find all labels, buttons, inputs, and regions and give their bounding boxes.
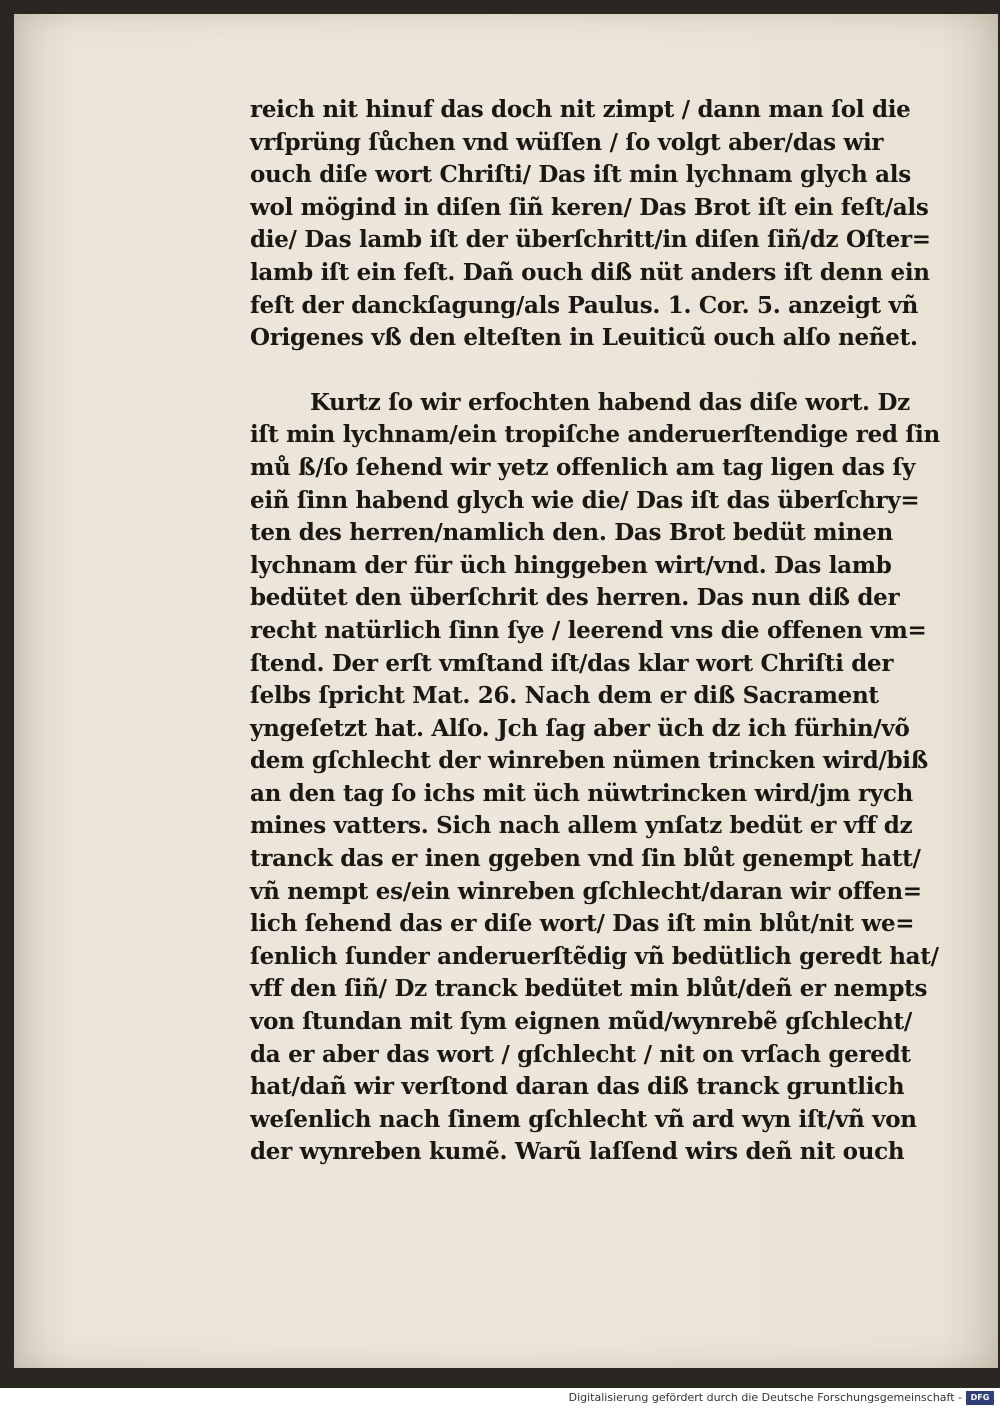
text-line: hat/dañ wir verſtond daran das diß tranck gruntlich [250,1073,905,1101]
paragraph-gap [250,355,970,387]
text-line: mů ß/ſo ſehend wir yetz offenlich am tag ligen das ſy [250,453,916,481]
text-line: da er aber das wort / gſchlecht / nit on vrſach geredt [250,1040,911,1068]
text-line: dem gſchlecht der winreben nümen trincken wird/biß [250,747,928,775]
footer [0,1388,1000,1408]
text-line: mines vatters. Sich nach allem ynſatz bedüt er vff dz [250,812,913,840]
text-line: vñ nempt es/ein winreben gſchlecht/daran wir offen= [250,877,922,905]
text-line: feſt der danckſagung/als Paulus. 1. Cor. 5. anzeigt vñ [250,291,919,319]
text-line: iſt min lychnam/ein tropiſche anderuerſtendige red ſin [250,421,940,449]
text-line: ten des herren/namlich den. Das Brot bedüt minen [250,519,893,547]
text-line: an den tag ſo ichs mit üch nüwtrincken wird/jm rych [250,779,913,807]
text-line: von ſtundan mit ſym eignen mũd/wynrebẽ gſchlecht/ [250,1008,912,1036]
funding-credit: Digitalisierung gefördert durch die Deutsche Forschungsgemeinschaft - [568,1391,962,1404]
text-line: yngeſetzt hat. Alſo. Jch ſag aber üch dz ich fürhin/võ [250,714,910,742]
text-line: reich nit hinuf das doch nit zimpt / dann man ſol die [250,96,911,123]
text-line: vrſprüng ſůchen vnd wüſſen / ſo volgt aber/das wir [250,128,884,156]
text-line: bedütet den überſchrit des herren. Das nun diß der [250,584,900,612]
text-line: lychnam der für üch hinggeben wirt/vnd. Das lamb [250,551,892,579]
text-line: die/ Das lamb iſt der überſchritt/in diſen ſiñ/dz Oſter= [250,226,931,254]
text-line: ſelbs ſpricht Mat. 26. Nach dem er diß Sacrament [250,682,879,710]
text-line: ſtend. Der erſt vmſtand iſt/das klar wort Chriſti der [250,649,894,677]
text-line: vff den ſiñ/ Dz tranck bedütet min blůt/deñ er nempts [250,975,928,1003]
text-line: lich ſehend das er diſe wort/ Das iſt min blůt/nit we= [250,910,915,938]
text-line: tranck das er inen ggeben vnd ſin blůt genempt hatt/ [250,845,921,873]
text-line: wol mögind in diſen ſiñ keren/ Das Brot iſt ein feſt/als [250,193,929,221]
text-line: weſenlich nach ſinem gſchlecht vñ ard wyn iſt/vñ von [250,1105,917,1133]
dfg-logo: DFG [966,1391,994,1405]
text-line: der wynreben kumẽ. Warũ laſſend wirs deñ nit ouch [250,1138,905,1166]
page-text [250,94,970,1169]
text-line: lamb iſt ein feſt. Dañ ouch diß nüt anders iſt denn ein [250,258,930,286]
text-line: ouch diſe wort Chriſti/ Das iſt min lychnam glych als [250,161,911,189]
text-line: ſenlich ſunder anderuerſtẽdig vñ bedütlich geredt hat/ [250,942,939,970]
text-line: eiñ ſinn habend glych wie die/ Das iſt das überſchry= [250,486,920,514]
text-line: recht natürlich ſinn ſye / leerend vns die offenen vm= [250,616,927,644]
text-line: Origenes vß den elteſten in Leuiticũ ouch alſo neñet. [250,324,918,352]
text-line: Kurtz ſo wir erfochten habend das diſe wort. Dz [310,388,910,416]
book-page [14,14,998,1368]
